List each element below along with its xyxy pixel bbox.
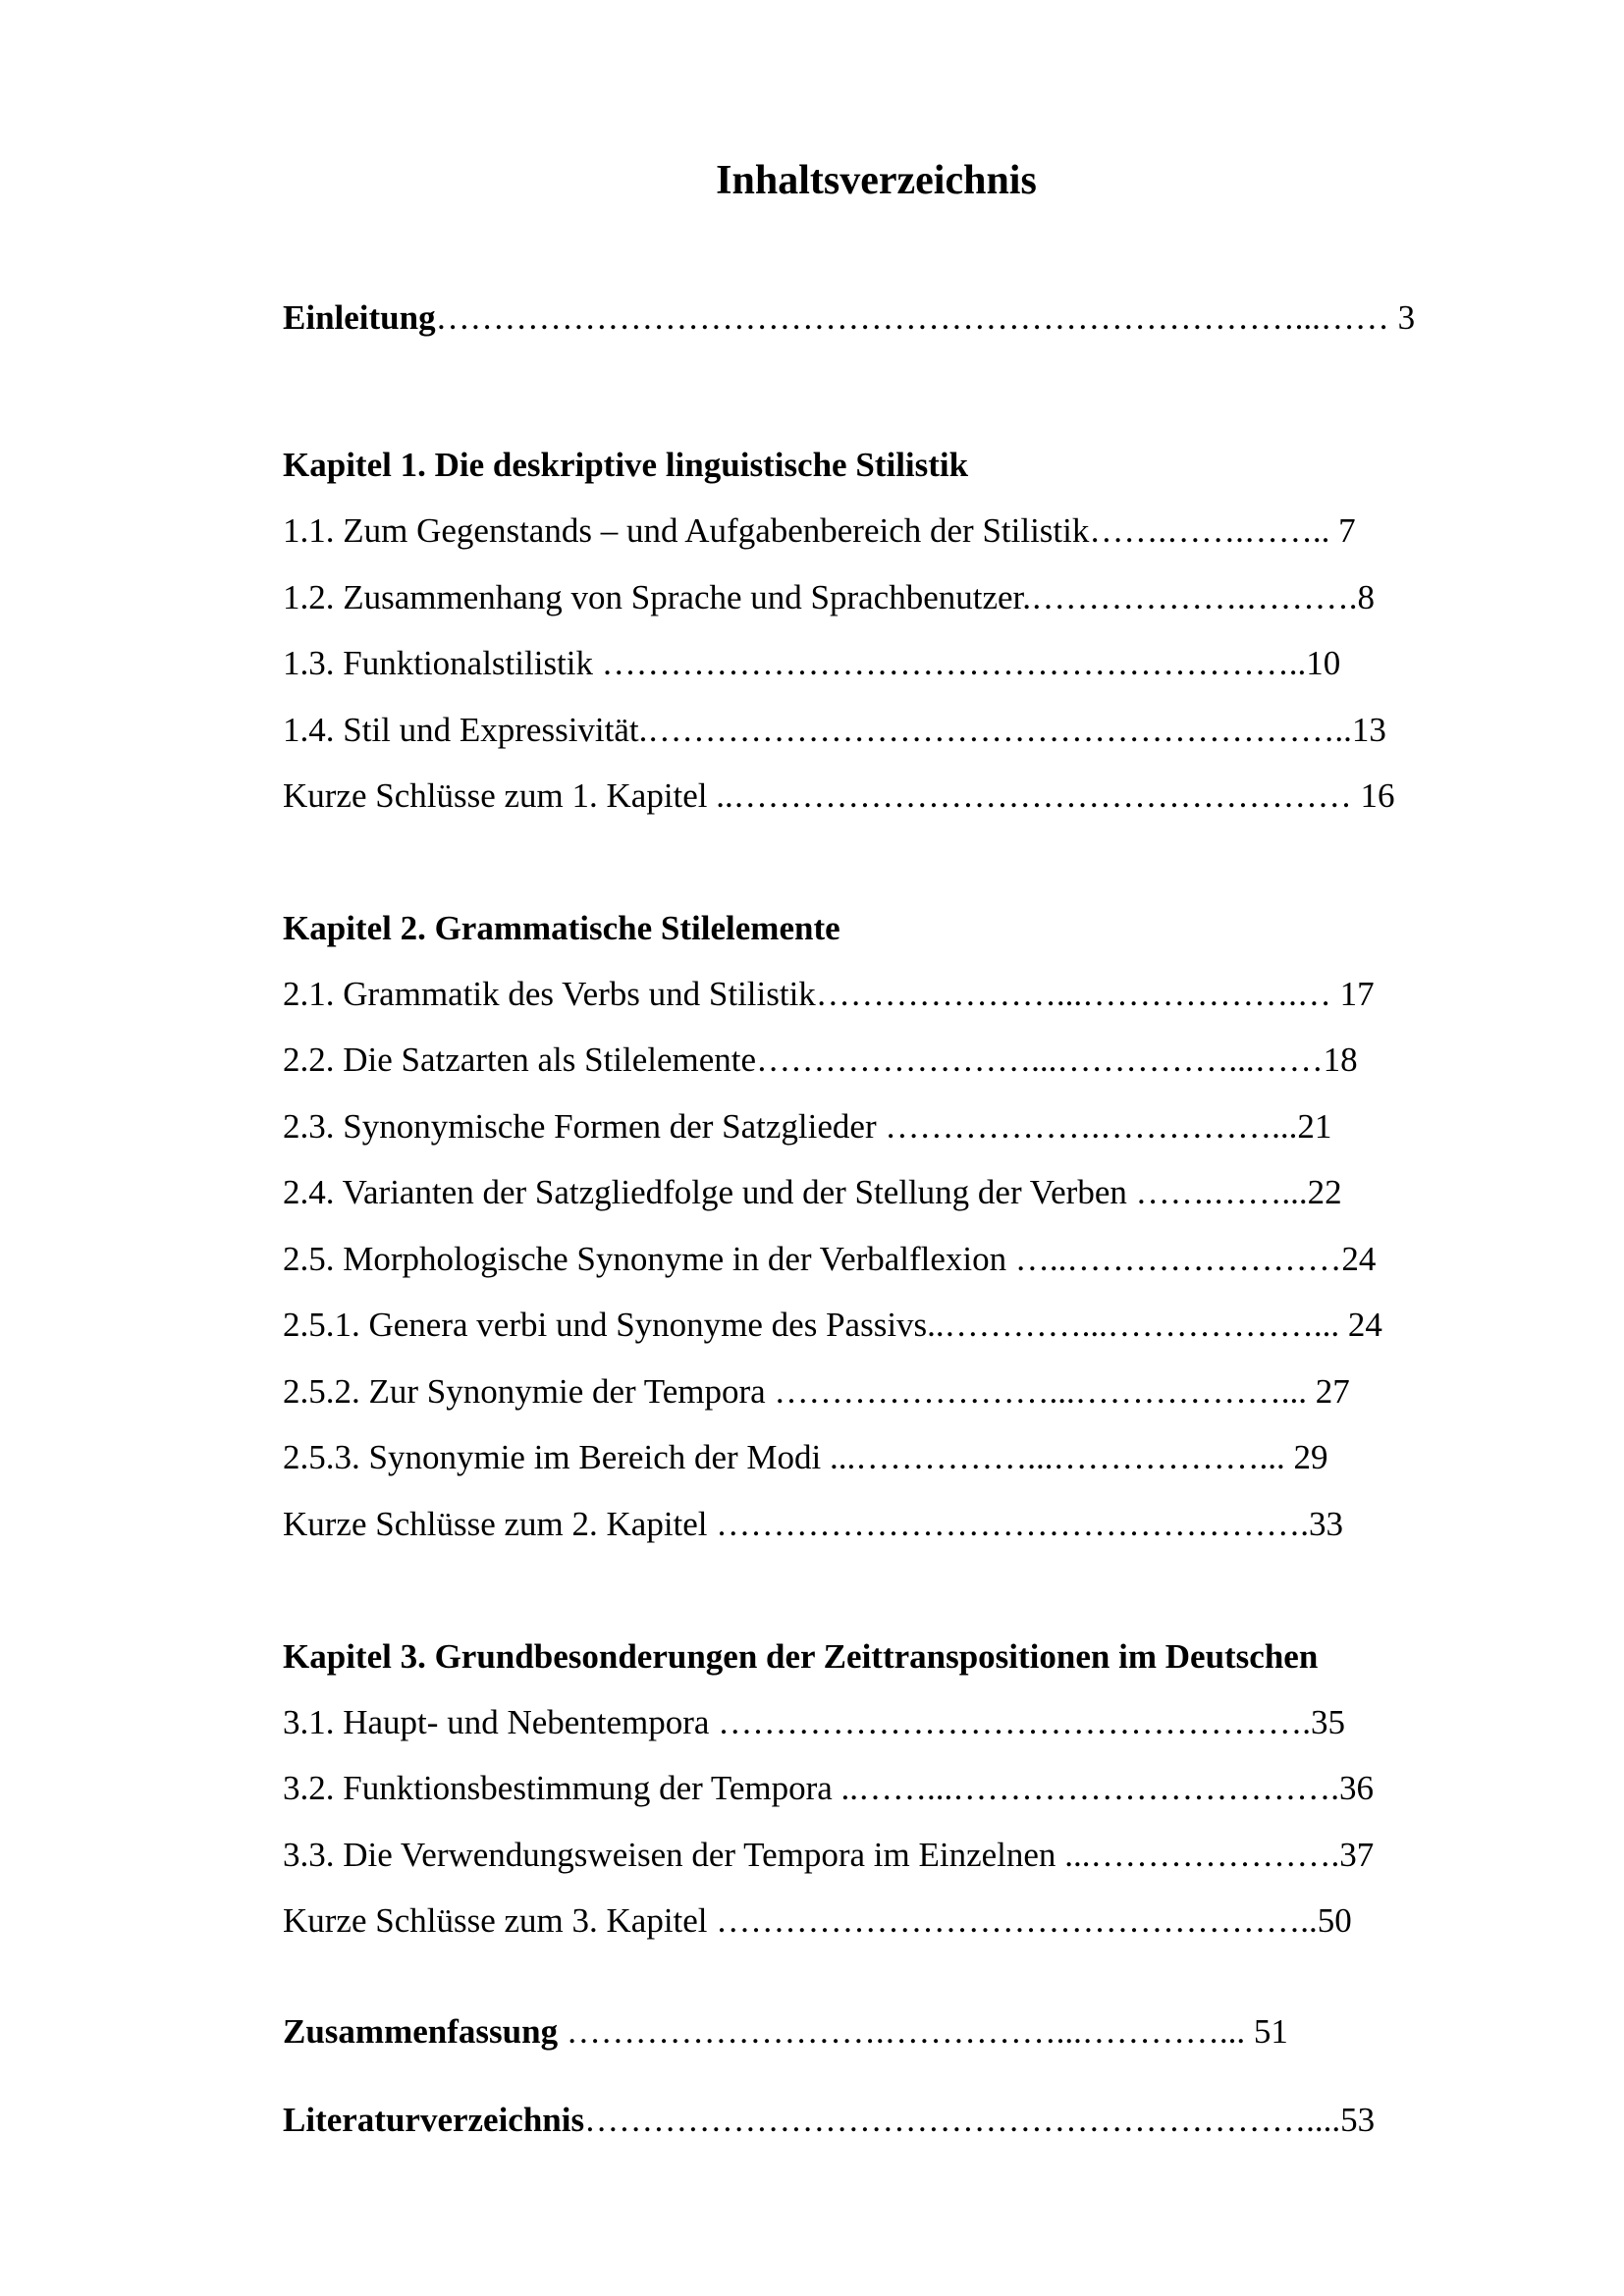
- toc-entry-leader-page: ...………………….37: [1056, 1836, 1375, 1874]
- toc-entry-label: 1.3. Funktionalstilistik: [283, 644, 594, 682]
- toc-entry: [283, 709, 1386, 752]
- toc-entry-leader-page: .…………...………………... 24: [935, 1306, 1382, 1344]
- toc-entry-leader-page: …………………………………………………………………...…… 3: [435, 298, 1416, 337]
- toc-entry-label: Zusammenfassung: [283, 2012, 559, 2051]
- toc-entry-label: 1.4. Stil und Expressivität.: [283, 711, 648, 749]
- toc-entry-label: 2.5. Morphologische Synonyme in der Verbalflexion: [283, 1240, 1007, 1278]
- toc-entry-einleitung: [283, 296, 1415, 340]
- toc-entry: [283, 1105, 1331, 1148]
- toc-entry-leader-page: …………………………………………….35: [709, 1703, 1345, 1741]
- toc-entry: [283, 1701, 1345, 1744]
- toc-entry: [283, 1436, 1328, 1479]
- toc-entry: [283, 973, 1375, 1016]
- toc-entry-label: 1.1. Zum Gegenstands – und Aufgabenbereich der Stilistik: [283, 511, 1090, 550]
- toc-entry: [283, 1039, 1358, 1082]
- toc-entry-label: 2.5.1. Genera verbi und Synonyme des Passivs.: [283, 1306, 936, 1344]
- toc-entry-leader-page: …………………………………………….33: [707, 1505, 1344, 1543]
- toc-entry: [283, 576, 1375, 619]
- toc-entry-leader-page: ……………………...………………... 27: [765, 1372, 1350, 1411]
- toc-entry: [283, 1171, 1342, 1214]
- chapter-heading-2: Kapitel 2. Grammatische Stilelemente: [283, 909, 840, 947]
- toc-entry: [283, 1238, 1376, 1281]
- toc-entry-label: 2.5.3. Synonymie im Bereich der Modi: [283, 1438, 822, 1476]
- toc-entry-leader-page: ……………….……………...21: [876, 1107, 1332, 1146]
- toc-entry-label: 1.2. Zusammenhang von Sprache und Sprachbenutzer: [283, 578, 1023, 616]
- toc-entry-label: 2.4. Varianten der Satzgliedfolge und der Stellung der Verben: [283, 1173, 1127, 1211]
- toc-entry: [283, 642, 1340, 685]
- toc-entry-label: 3.3. Die Verwendungsweisen der Tempora im Einzelnen: [283, 1836, 1056, 1874]
- toc-entry-leader-page: ……………………………………………..50: [707, 1901, 1352, 1940]
- toc-entry: [283, 1767, 1374, 1810]
- toc-entry-literaturverzeichnis: [283, 2099, 1375, 2142]
- page-title: Inhaltsverzeichnis: [716, 158, 1037, 203]
- chapter-heading-3: Kapitel 3. Grundbesonderungen der Zeittranspositionen im Deutschen: [283, 1637, 1319, 1676]
- toc-entry-label: Einleitung: [283, 298, 436, 337]
- toc-entry: [283, 1304, 1382, 1347]
- toc-entry-label: 2.5.2. Zur Synonymie der Tempora: [283, 1372, 766, 1411]
- toc-entry-label: 2.3. Synonymische Formen der Satzglieder: [283, 1107, 877, 1146]
- toc-entry-leader-page: ……………………...……………...……18: [756, 1041, 1358, 1079]
- toc-entry-leader-page: ……………………………………………………..10: [593, 644, 1341, 682]
- toc-entry: [283, 774, 1395, 818]
- toc-entry: [283, 1503, 1343, 1546]
- toc-entry: [283, 1834, 1374, 1877]
- toc-entry-label: Kurze Schlüsse zum 1. Kapitel: [283, 776, 708, 815]
- toc-entry-label: 3.1. Haupt- und Nebentempora: [283, 1703, 710, 1741]
- toc-entry-leader-page: ..……………………………………………… 16: [707, 776, 1395, 815]
- toc-entry-zusammenfassung: [283, 2010, 1288, 2054]
- toc-entry-label: Kurze Schlüsse zum 2. Kapitel: [283, 1505, 708, 1543]
- toc-entry-leader-page: ..……...…………………………….36: [832, 1769, 1375, 1807]
- toc-entry-leader-page: …………………...……………….… 17: [815, 975, 1375, 1013]
- toc-entry: [283, 1370, 1350, 1414]
- toc-entry-leader-page: ...……………...………………... 29: [821, 1438, 1328, 1476]
- toc-entry: [283, 509, 1356, 553]
- toc-entry-leader-page: …….……...22: [1126, 1173, 1342, 1211]
- toc-entry-leader-page: …..……………………24: [1006, 1240, 1377, 1278]
- toc-entry-leader-page: ……………………….……………...…………... 51: [558, 2012, 1288, 2051]
- toc-entry-label: Literaturverzeichnis: [283, 2101, 585, 2139]
- toc-entry-leader-page: .……………….……….8: [1022, 578, 1376, 616]
- chapter-heading-1: Kapitel 1. Die deskriptive linguistische Stilistik: [283, 446, 969, 484]
- toc-entry-leader-page: ………………………………………………………....53: [584, 2101, 1376, 2139]
- toc-entry-label: 2.1. Grammatik des Verbs und Stilistik: [283, 975, 816, 1013]
- toc-entry-label: Kurze Schlüsse zum 3. Kapitel: [283, 1901, 708, 1940]
- toc-entry: [283, 1899, 1352, 1943]
- toc-entry-label: 3.2. Funktionsbestimmung der Tempora: [283, 1769, 833, 1807]
- toc-entry-label: 2.2. Die Satzarten als Stilelemente: [283, 1041, 757, 1079]
- toc-entry-leader-page: ……………………………………………………..13: [647, 711, 1386, 749]
- toc-entry-leader-page: …….…….…….. 7: [1089, 511, 1356, 550]
